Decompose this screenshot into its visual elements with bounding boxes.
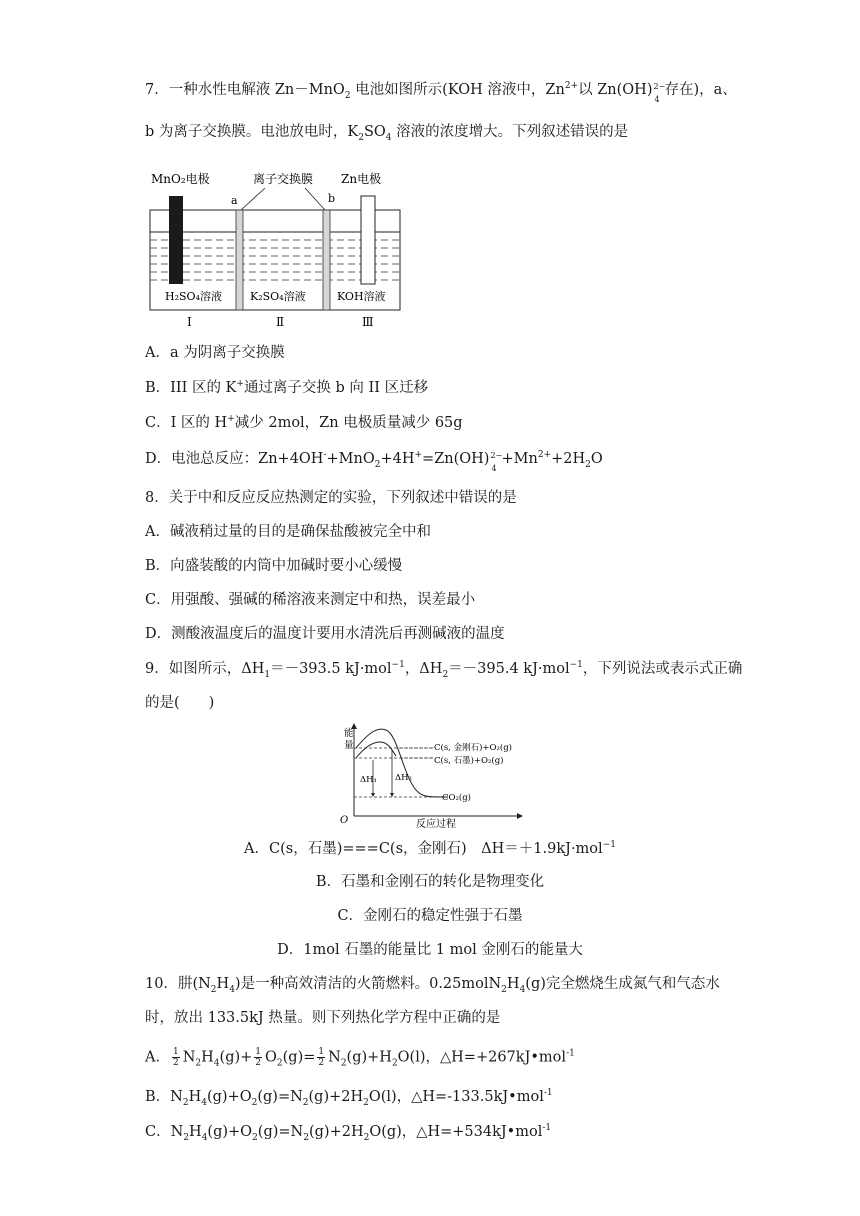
q10-stem-line2: 时，放出 133.5kJ 热量。则下列热化学方程中正确的是 (145, 1010, 501, 1026)
energy-axis-label-2: 量 (344, 740, 354, 751)
battery-diagram (145, 166, 405, 332)
membrane-a (236, 210, 243, 310)
q10-stem-line1: 10．肼$(N_2H_4)$是一种高效清洁的火箭燃料。$0.25molN_2H_4(g)$完全燃烧生成氮气和气态水 (145, 976, 720, 995)
zn-electrode-label: Zn电极 (341, 172, 382, 186)
q7-stem-line1: 7．一种水性电解液 Zn－MnO$_2$ 电池如图所示(KOH 溶液中，$Zn^{2+}$以 Zn(OH) 2− 4 存在)，a、 (145, 81, 737, 104)
origin-label: O (340, 815, 349, 826)
q8-stem: 8．关于中和反应反应热测定的实验，下列叙述中错误的是 (145, 490, 517, 506)
q10-option-a: A． $\frac{1}{2}$ $N_2H_4(g)+$ $\frac{1}{2}$ $O_2(g)=$ $\frac{1}{2}$ $N_2(g)+H_2O(l)$，△H=+267kJ•mol$^{-1}$ (145, 1047, 575, 1069)
q8-option-c: C．用强酸、强碱的稀溶液来测定中和热，误差最小 (145, 592, 476, 608)
co2-level-label: CO₂(g) (442, 793, 471, 803)
membrane-a-mark: a (231, 194, 238, 207)
zone-3-label: Ⅲ (362, 315, 374, 329)
membrane-label: 离子交换膜 (253, 172, 314, 186)
zone-2-label: Ⅱ (276, 315, 285, 329)
h2so4-solution-label: H₂SO₄溶液 (165, 290, 222, 303)
energy-axis-label-1: 能 (344, 728, 354, 739)
q8-option-a: A．碱液稍过量的目的是确保盐酸被完全中和 (145, 524, 431, 540)
q7-option-c: C．I 区的 H+减少 2mol，Zn 电极质量减少 65g (145, 414, 463, 431)
q8-option-d: D．测酸液温度后的温度计要用水清洗后再测碱液的温度 (145, 626, 505, 642)
q9-option-d: D．1mol 石墨的能量比 1 mol 金刚石的能量大 (277, 942, 583, 958)
q9-stem-line2: 的是( ) (145, 695, 215, 711)
dh1-label: ΔH₁ (360, 775, 377, 785)
process-axis-label: 反应过程 (416, 819, 456, 830)
zone-1-label: Ⅰ (187, 315, 192, 329)
q10-option-c: C．$N_2H_4(g)+O_2(g)=N_2(g)+2H_2O(g)$，△H=+534kJ•mol$^{-1}$ (145, 1123, 552, 1143)
q9-option-c: C．金刚石的稳定性强于石墨 (337, 908, 523, 924)
k2so4-solution-label: K₂SO₄溶液 (250, 290, 306, 303)
mno2-electrode-label: MnO₂电极 (151, 172, 210, 186)
q9-option-b: B．石墨和金刚石的转化是物理变化 (315, 874, 545, 890)
membrane-b-mark: b (328, 192, 336, 205)
mno2-electrode (169, 196, 183, 284)
koh-solution-label: KOH溶液 (337, 290, 386, 303)
q9-stem-line1: 9．如图所示，$\Delta H_1=-393.5$ kJ·mol$^{-1}$，$\Delta H_2=-395.4$ kJ·mol$^{-1}$，下列说法或表示式正确 (145, 660, 743, 680)
zn-electrode (361, 196, 375, 284)
q7-stem-line2: b 为离子交换膜。电池放电时，$K_2SO_4$ 溶液的浓度增大。下列叙述错误的是 (145, 124, 629, 143)
q7-option-a: A．a 为阴离子交换膜 (145, 345, 285, 361)
diamond-level-label: C(s, 金刚石)+O₂(g) (434, 743, 512, 753)
energy-diagram (330, 720, 540, 830)
q9-option-a: A．C(s，石墨)===C(s，金刚石) ΔH＝＋1.9kJ·mol$^{-1}$ (244, 840, 616, 857)
q7-option-d: D．电池总反应：Zn+4OH-+MnO$_2$+4H+=Zn(OH) 2− 4 $+Mn^{2+}+2H_2O$ (145, 450, 603, 473)
q8-option-b: B．向盛装酸的内筒中加碱时要小心缓慢 (145, 558, 403, 574)
q7-option-b: B．III 区的 K+通过离子交换 b 向 II 区迁移 (145, 379, 429, 396)
q10-option-b: B．$N_2H_4(g)+O_2(g)=N_2(g)+2H_2O(l)$，△H=-133.5kJ•mol$^{-1}$ (145, 1088, 553, 1108)
membrane-b (323, 210, 330, 310)
dh2-label: ΔH₂ (395, 773, 412, 783)
graphite-level-label: C(s, 石墨)+O₂(g) (434, 756, 504, 766)
